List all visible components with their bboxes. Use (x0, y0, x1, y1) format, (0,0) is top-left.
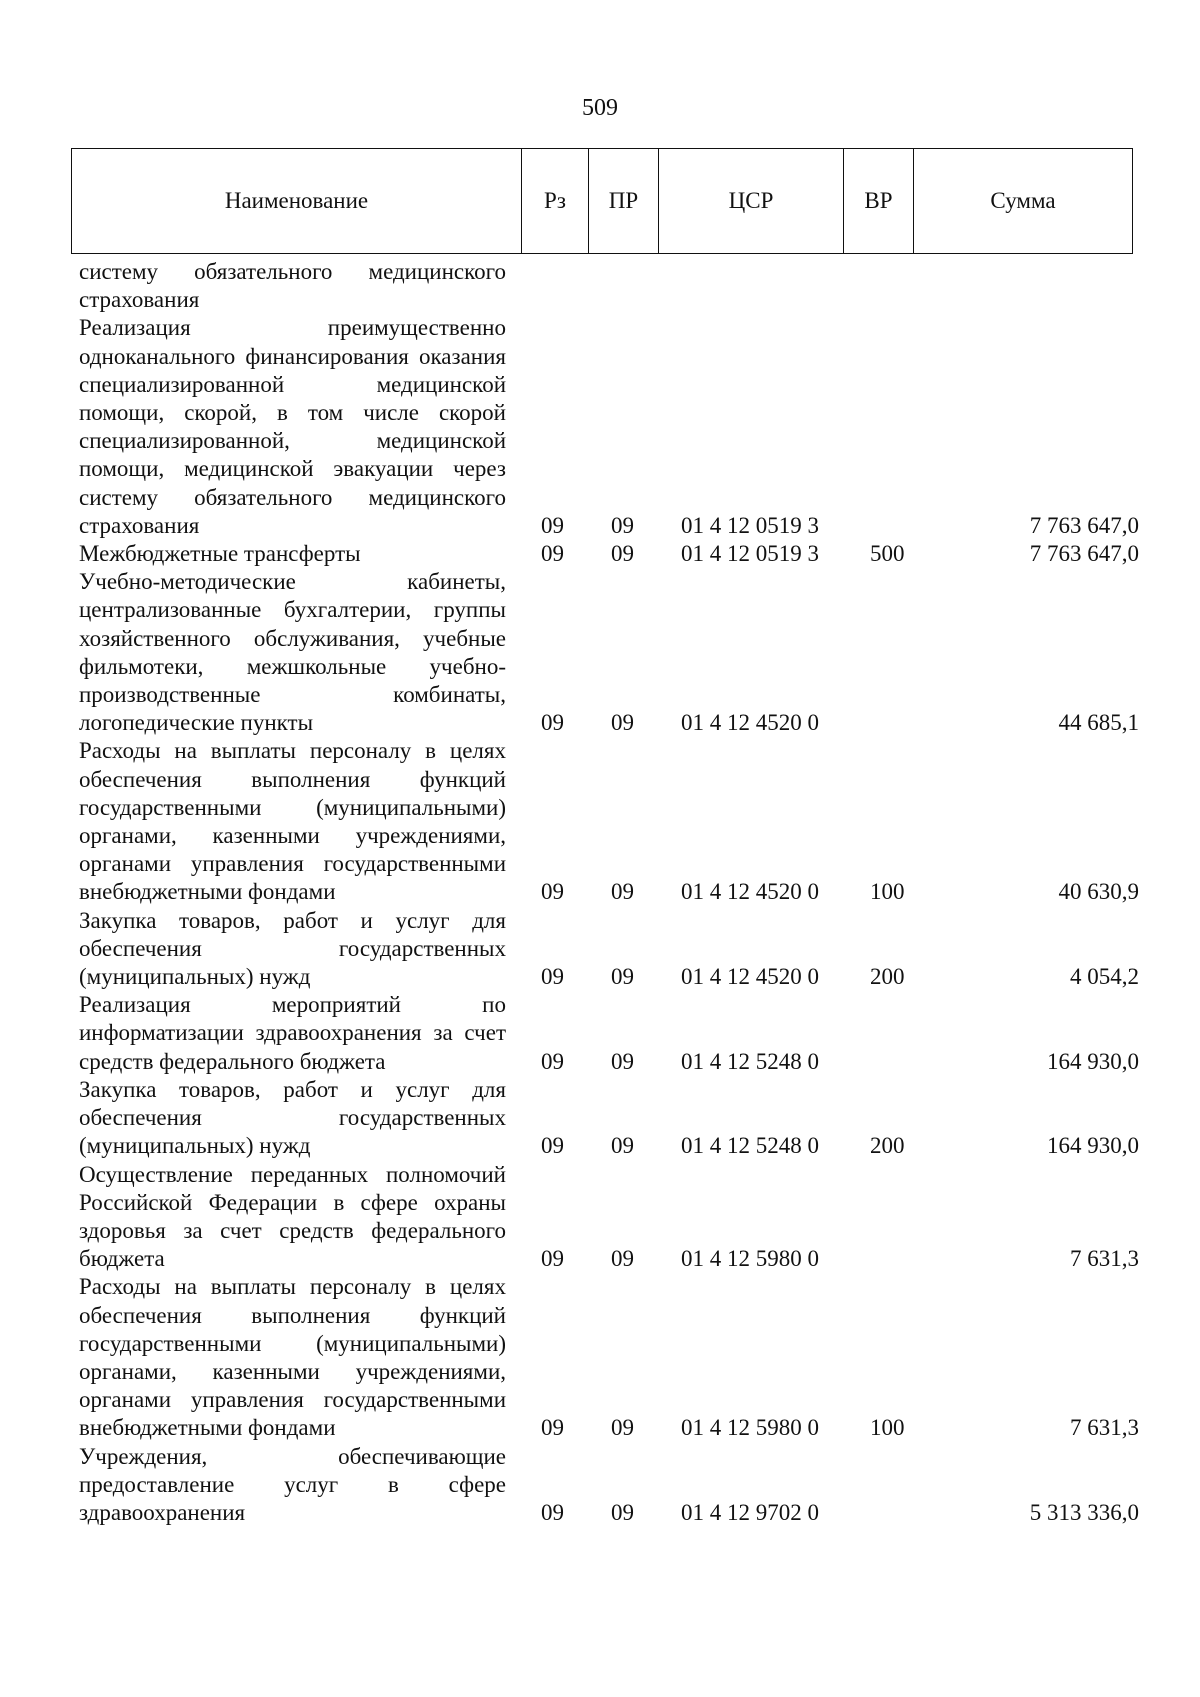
table-row (79, 314, 1139, 540)
row-pr: 09 (611, 1048, 634, 1074)
table-row (79, 1443, 1139, 1528)
table-body (79, 258, 1139, 1527)
row-sum: 40 630,9 (1058, 879, 1139, 905)
row-rz: 09 (541, 1246, 564, 1272)
header-csr: ЦСР (659, 149, 844, 254)
table-row (79, 568, 1139, 737)
row-name: Учреждения, обеспечивающие предоставление услуг в сфере здравоохранения (79, 1443, 506, 1525)
row-csr: 01 4 12 4520 0 (681, 879, 819, 905)
table-row (79, 540, 1139, 568)
row-vr: 500 (870, 541, 905, 567)
row-pr: 09 (611, 1246, 634, 1272)
row-pr: 09 (611, 879, 634, 905)
row-rz: 09 (541, 1415, 564, 1441)
row-rz: 09 (541, 879, 564, 905)
row-csr: 01 4 12 5980 0 (681, 1415, 819, 1441)
table-row (79, 1076, 1139, 1161)
row-csr: 01 4 12 5248 0 (681, 1048, 819, 1074)
header-sum: Сумма (914, 149, 1133, 254)
row-pr: 09 (611, 541, 634, 567)
header-row (72, 149, 1133, 254)
table-row (79, 737, 1139, 906)
row-csr: 01 4 12 0519 3 (681, 541, 819, 567)
row-name: Осуществление переданных полномочий Российской Федерации в сфере охраны здоровья за счет средств федерального бюджета (79, 1161, 506, 1272)
header-name: Наименование (72, 149, 522, 254)
row-sum: 7 763 647,0 (1029, 541, 1139, 567)
page-number: 509 (582, 95, 618, 121)
row-csr: 01 4 12 4520 0 (681, 964, 819, 990)
row-rz: 09 (541, 1048, 564, 1074)
row-pr: 09 (611, 512, 634, 538)
row-rz: 09 (541, 541, 564, 567)
header-rz: Рз (522, 149, 589, 254)
row-pr: 09 (611, 710, 634, 736)
row-sum: 44 685,1 (1058, 710, 1139, 736)
row-vr: 200 (870, 1133, 905, 1159)
row-rz: 09 (541, 512, 564, 538)
row-sum: 5 313 336,0 (1029, 1499, 1139, 1525)
row-name: Закупка товаров, работ и услуг для обеспечения государственных (муниципальных) нужд (79, 907, 506, 990)
table-row (79, 1273, 1139, 1442)
row-name: Реализация преимущественно одноканального финансирования оказания специализированной медицинской помощи, скорой, в том числе скорой специализированной, медицинской помощи, медицинской эвакуации через систему обязательного медицинского страхования (79, 315, 506, 538)
row-name: Учебно-методические кабинеты, централизованные бухгалтерии, группы хозяйственного обслуживания, учебные фильмотеки, межшкольные учебно-производственные комбинаты, логопедические пункты (79, 569, 506, 736)
header-pr: ПР (589, 149, 659, 254)
row-pr: 09 (611, 1133, 634, 1159)
row-rz: 09 (541, 1133, 564, 1159)
row-sum: 7 763 647,0 (1029, 512, 1139, 538)
row-vr: 100 (870, 1415, 905, 1441)
row-name: Закупка товаров, работ и услуг для обеспечения государственных (муниципальных) нужд (79, 1076, 506, 1159)
row-csr: 01 4 12 5248 0 (681, 1133, 819, 1159)
row-name: Расходы на выплаты персоналу в целях обеспечения выполнения функций государственными (муниципальными) органами, казенными учреждениями, органами управления государственными внебюджетными фондами (79, 1274, 506, 1441)
table-row (79, 258, 1139, 314)
row-vr: 100 (870, 879, 905, 905)
table-header (71, 148, 1133, 254)
row-name: Межбюджетные трансферты (79, 541, 361, 567)
table-row (79, 1161, 1139, 1274)
row-sum: 7 631,3 (1070, 1246, 1139, 1272)
row-pr: 09 (611, 1499, 634, 1525)
row-name: Расходы на выплаты персоналу в целях обеспечения выполнения функций государственными (муниципальными) органами, казенными учреждениями, органами управления государственными внебюджетными фондами (79, 738, 506, 905)
row-csr: 01 4 12 4520 0 (681, 710, 819, 736)
table-row (79, 907, 1139, 992)
row-csr: 01 4 12 0519 3 (681, 512, 819, 538)
table-row (79, 991, 1139, 1076)
row-pr: 09 (611, 1415, 634, 1441)
row-sum: 164 930,0 (1047, 1133, 1139, 1159)
row-rz: 09 (541, 1499, 564, 1525)
row-rz: 09 (541, 964, 564, 990)
row-sum: 7 631,3 (1070, 1415, 1139, 1441)
row-vr: 200 (870, 964, 905, 990)
row-pr: 09 (611, 964, 634, 990)
header-vr: ВР (844, 149, 914, 254)
row-csr: 01 4 12 5980 0 (681, 1246, 819, 1272)
row-rz: 09 (541, 710, 564, 736)
row-name: Реализация мероприятий по информатизации здравоохранения за счет средств федерального бюджета (79, 992, 506, 1074)
row-csr: 01 4 12 9702 0 (681, 1499, 819, 1525)
row-name: систему обязательного медицинского страхования (79, 259, 506, 313)
row-sum: 4 054,2 (1070, 964, 1139, 990)
row-sum: 164 930,0 (1047, 1048, 1139, 1074)
